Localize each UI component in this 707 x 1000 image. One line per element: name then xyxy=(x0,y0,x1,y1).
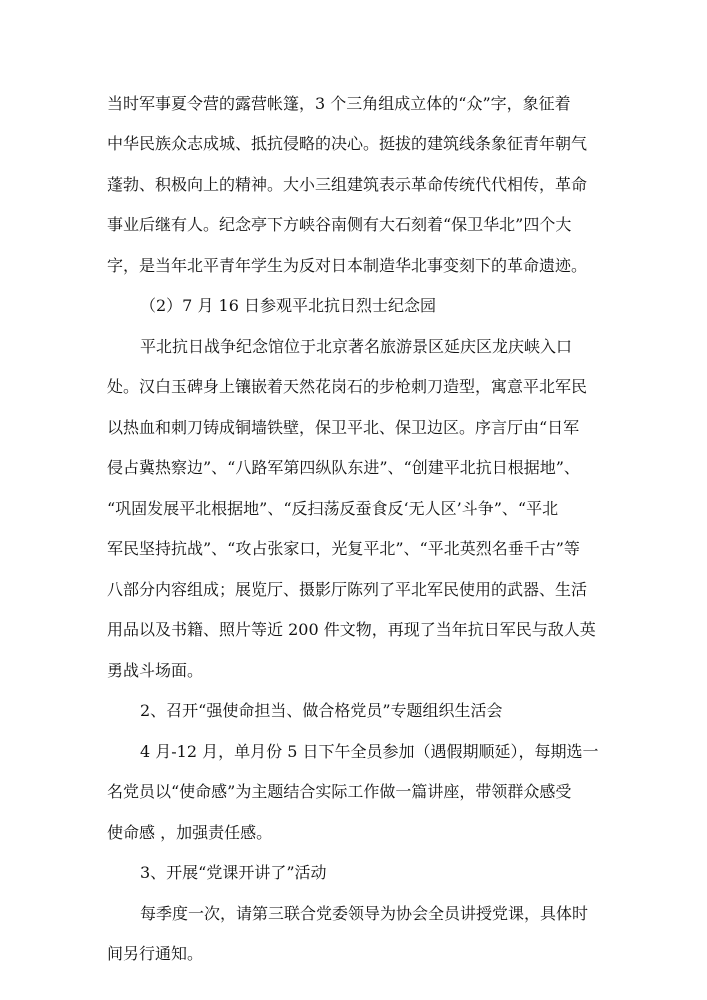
section-heading: （2）7 月 16 日参观平北抗日烈士纪念园 xyxy=(140,296,436,315)
paragraph-line: 侵占冀热察边”、“八路军第四纵队东进”、“创建平北抗日根据地”、 xyxy=(107,458,580,477)
paragraph-line: 处。汉白玉碑身上镶嵌着天然花岗石的步枪刺刀造型，寓意平北军民 xyxy=(107,377,588,396)
paragraph-line: 间另行通知。 xyxy=(107,944,204,963)
paragraph-line: 事业后继有人。纪念亭下方峡谷南侧有大石刻着“保卫华北”四个大 xyxy=(107,215,572,234)
paragraph-line: 八部分内容组成；展览厅、摄影厅陈列了平北军民使用的武器、生活 xyxy=(107,580,588,599)
paragraph-line: 蓬勃、积极向上的精神。大小三组建筑表示革命传统代代相传，革命 xyxy=(107,175,588,194)
paragraph-line: 中华民族众志成城、抵抗侵略的决心。挺拔的建筑线条象征青年朝气 xyxy=(107,134,588,153)
section-heading: 3、开展“党课开讲了”活动 xyxy=(140,863,327,882)
paragraph-line: 以热血和刺刀铸成铜墙铁壁，保卫平北、保卫边区。序言厅由“日军 xyxy=(107,418,580,437)
paragraph-line: 勇战斗场面。 xyxy=(107,661,204,680)
paragraph-line: 使命感 ，加强责任感。 xyxy=(107,823,273,842)
section-heading: 2、召开“强使命担当、做合格党员”专题组织生活会 xyxy=(140,701,503,720)
paragraph-line: 4 月-12 月，单月份 5 日下午全员参加（遇假期顺延），每期选一 xyxy=(140,742,599,761)
paragraph-line: 当时军事夏令营的露营帐篷，3 个三角组成立体的“众”字，象征着 xyxy=(107,94,571,113)
paragraph-line: 名党员以“使命感”为主题结合实际工作做一篇讲座，带领群众感受 xyxy=(107,782,572,801)
paragraph-line: 字，是当年北平青年学生为反对日本制造华北事变刻下的革命遗迹。 xyxy=(107,256,588,275)
paragraph-line: 军民坚持抗战”、“攻占张家口，光复平北”、“平北英烈名垂千古”等 xyxy=(107,539,580,558)
paragraph-line: 每季度一次，请第三联合党委领导为协会全员讲授党课，具体时 xyxy=(140,904,589,923)
paragraph-line: 平北抗日战争纪念馆位于北京著名旅游景区延庆区龙庆峡入口 xyxy=(140,337,573,356)
paragraph-line: “巩固发展平北根据地”、“反扫荡反蚕食反‘无人区’斗争”、“平北 xyxy=(107,499,559,518)
paragraph-line: 用品以及书籍、照片等近 200 件文物，再现了当年抗日军民与敌人英 xyxy=(107,620,596,639)
